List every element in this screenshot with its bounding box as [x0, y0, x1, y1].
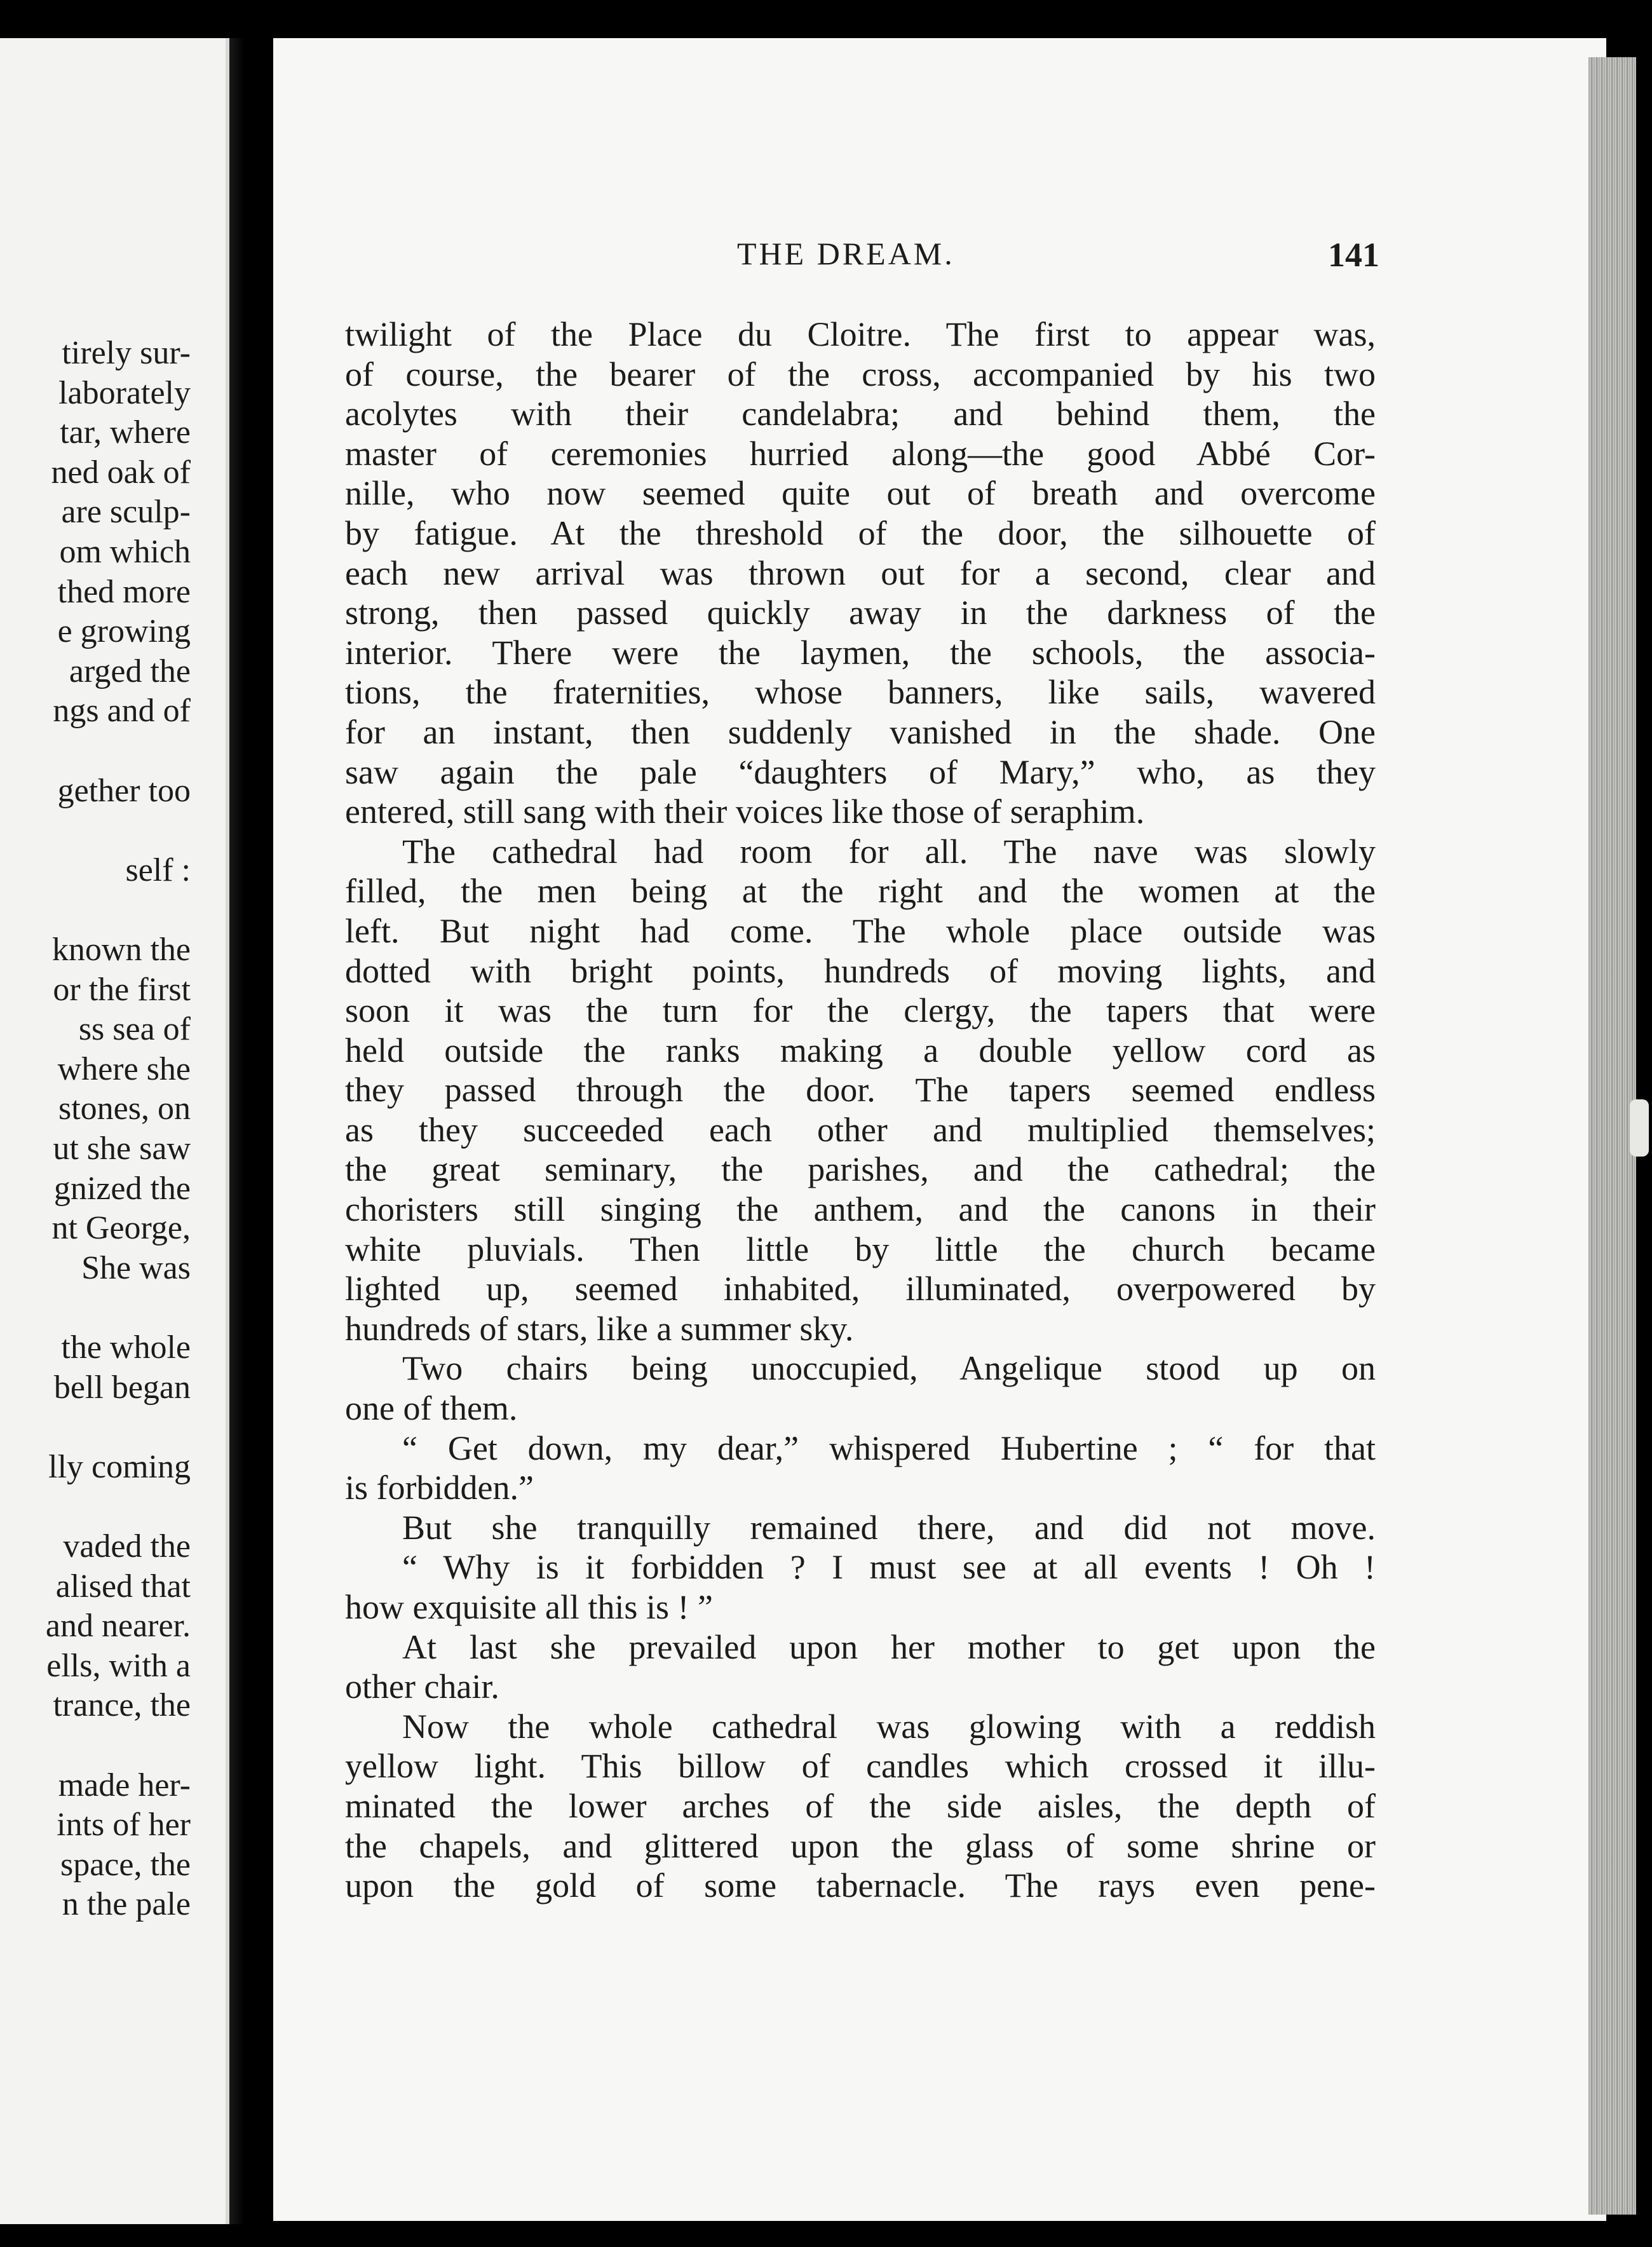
body-line: is forbidden.”	[345, 1469, 534, 1507]
body-line: they passed through the door. The tapers seemed endless	[345, 1071, 1376, 1110]
body-line: minated the lower arches of the side aisles, the depth of	[345, 1786, 1376, 1825]
facing-page-line: ells, with a	[46, 1647, 191, 1684]
running-head: THE DREAM.	[737, 236, 955, 271]
body-line: entered, still sang with their voices like those of seraphim.	[345, 792, 1145, 831]
body-line: white pluvials. Then little by little the church became	[345, 1230, 1376, 1268]
body-line: upon the gold of some tabernacle. The rays even pene-	[345, 1866, 1376, 1905]
facing-page-line: alised that	[55, 1568, 191, 1605]
facing-page-line: trance, the	[53, 1687, 191, 1724]
body-line: “ Why is it forbidden ? I must see at all events ! Oh !	[402, 1548, 1376, 1587]
body-line: soon it was the turn for the clergy, the tapers that were	[345, 991, 1376, 1030]
body-line: nille, who now seemed quite out of breath and overcome	[345, 474, 1376, 513]
body-line: other chair.	[345, 1667, 499, 1706]
body-line: interior. There were the laymen, the schools, the associa-	[345, 633, 1376, 672]
facing-page-line: gnized the	[53, 1170, 191, 1207]
body-line: “ Get down, my dear,” whispered Hubertine ; “ for that	[402, 1429, 1376, 1467]
body-line: filled, the men being at the right and the women at the	[345, 872, 1376, 911]
body-line: each new arrival was thrown out for a second, clear and	[345, 553, 1376, 592]
body-text	[345, 315, 1376, 1906]
facing-page-line: gether too	[57, 772, 191, 809]
body-line: by fatigue. At the threshold of the door, the silhouette of	[345, 513, 1376, 552]
facing-page-line: space, the	[60, 1846, 191, 1883]
body-line: strong, then passed quickly away in the darkness of the	[345, 594, 1376, 632]
facing-page-line: tar, where	[60, 414, 191, 451]
facing-page-line: lly coming	[48, 1448, 191, 1485]
body-line: At last she prevailed upon her mother to get upon the	[402, 1627, 1376, 1666]
body-line: the chapels, and glittered upon the glass of some shrine or	[345, 1826, 1376, 1865]
page-number: 141	[1328, 236, 1379, 274]
book-gutter	[229, 38, 267, 2224]
facing-page-line: the whole	[61, 1329, 191, 1366]
facing-page-line: where she	[57, 1050, 191, 1087]
body-line: one of them.	[345, 1389, 518, 1428]
facing-page-line: laborately	[58, 374, 191, 411]
body-line: master of ceremonies hurried along—the good Abbé Cor-	[345, 434, 1376, 473]
body-line: lighted up, seemed inhabited, illuminated, overpowered by	[345, 1270, 1376, 1308]
body-line: But she tranquilly remained there, and did not move.	[402, 1508, 1376, 1547]
facing-page-line: e growing	[57, 613, 191, 650]
facing-page-line: or the first	[53, 971, 191, 1008]
facing-page-line: thed more	[57, 573, 191, 610]
page-edge	[1588, 57, 1636, 2215]
body-line: held outside the ranks making a double yellow cord as	[345, 1031, 1376, 1069]
body-line: acolytes with their candelabra; and behind them, the	[345, 395, 1376, 433]
body-line: hundreds of stars, like a summer sky.	[345, 1309, 854, 1348]
body-line: yellow light. This billow of candles which crossed it illu-	[345, 1747, 1376, 1786]
body-line: of course, the bearer of the cross, accompanied by his two	[345, 355, 1376, 393]
body-line: how exquisite all this is ! ”	[345, 1588, 713, 1626]
body-line: as they succeeded each other and multiplied themselves;	[345, 1110, 1376, 1149]
body-line: saw again the pale “daughters of Mary,” who, as they	[345, 752, 1376, 791]
facing-page-line: ngs and of	[53, 693, 191, 730]
body-line: Now the whole cathedral was glowing with a reddish	[402, 1707, 1376, 1746]
body-line: for an instant, then suddenly vanished in the shade. One	[345, 712, 1376, 751]
facing-page-line: vaded the	[63, 1528, 191, 1565]
facing-page-line: made her-	[58, 1767, 191, 1803]
facing-page-line: stones, on	[58, 1090, 191, 1127]
facing-page-line: tirely sur-	[62, 335, 191, 371]
body-line: The cathedral had room for all. The nave was slowly	[402, 832, 1376, 871]
facing-page-line: arged the	[69, 653, 191, 689]
body-line: twilight of the Place du Cloitre. The first to appear was,	[345, 315, 1376, 353]
body-line: choristers still singing the anthem, and the canons in their	[345, 1190, 1376, 1229]
facing-page-line: are sculp-	[61, 494, 191, 531]
facing-page-line: ut she saw	[53, 1130, 191, 1167]
facing-page-line: self :	[125, 852, 191, 888]
facing-page-line: om which	[59, 534, 191, 570]
body-line: Two chairs being unoccupied, Angelique stood up on	[402, 1349, 1376, 1388]
facing-page-line: known the	[51, 932, 191, 968]
facing-page-line: ned oak of	[51, 454, 191, 491]
facing-page-line: She was	[81, 1249, 191, 1286]
facing-page-line: nt George,	[51, 1210, 191, 1247]
facing-page-line: and nearer.	[45, 1608, 191, 1645]
facing-page-left	[0, 38, 229, 2224]
facing-page-line: ss sea of	[78, 1011, 191, 1048]
body-line: tions, the fraternities, whose banners, like sails, wavered	[345, 673, 1376, 712]
facing-page-line: n the pale	[62, 1886, 191, 1923]
facing-page-line: ints of her	[57, 1807, 191, 1843]
body-line: dotted with bright points, hundreds of moving lights, and	[345, 951, 1376, 990]
body-line: left. But night had come. The whole place outside was	[345, 911, 1376, 950]
body-line: the great seminary, the parishes, and the cathedral; the	[345, 1150, 1376, 1189]
facing-page-line: bell began	[53, 1369, 191, 1406]
page-edge-mark	[1630, 1099, 1649, 1157]
